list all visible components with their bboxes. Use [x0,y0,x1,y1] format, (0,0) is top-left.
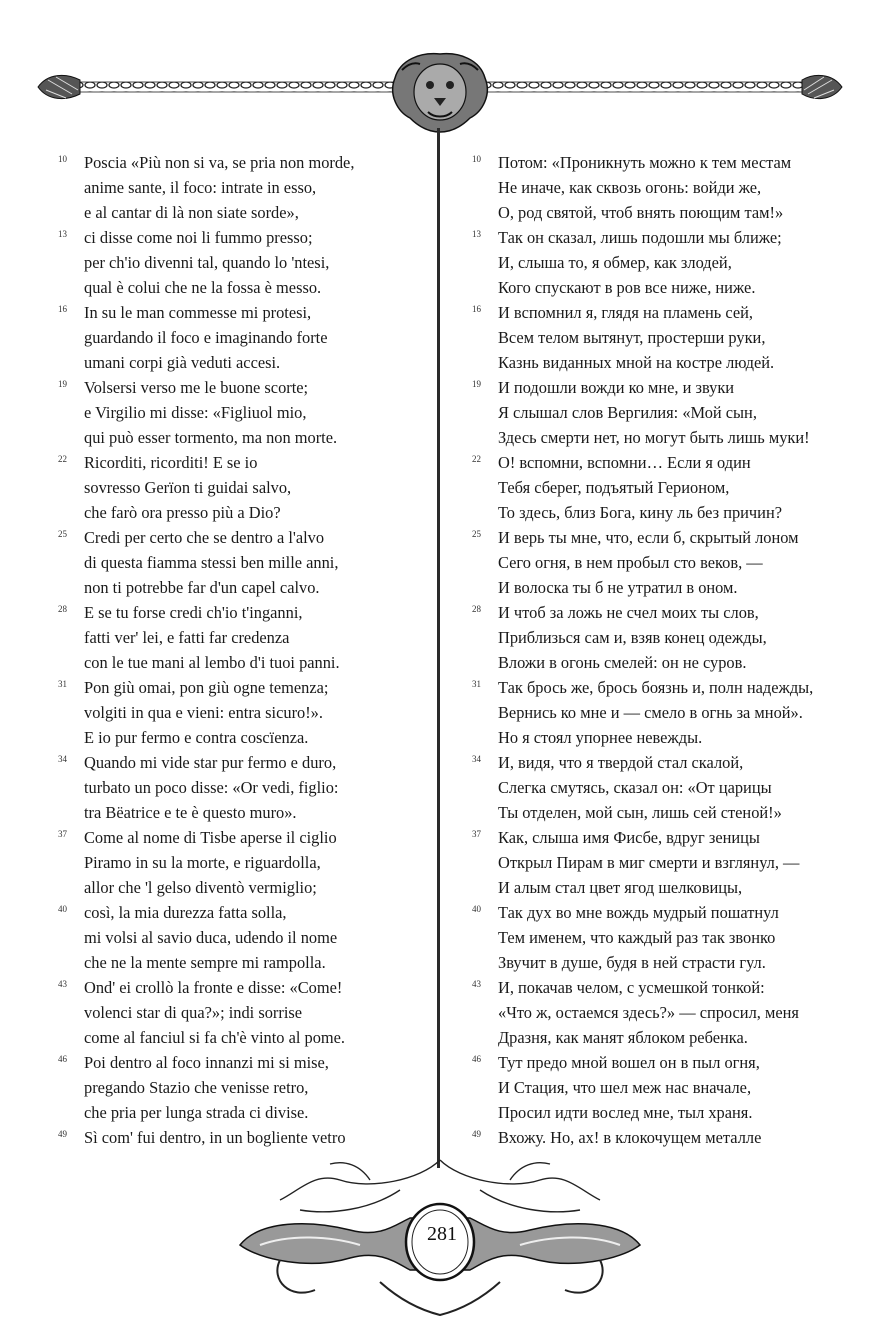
line-number: 46 [472,1054,481,1064]
stanza [58,750,418,825]
verse-line: Слегка смутясь, сказал он: «От царицы [498,778,772,797]
verse-line: turbato un poco disse: «Or vedi, figlio: [84,778,339,797]
stanza [58,675,418,750]
verse-line: Открыл Пирам в миг смерти и взглянул, — [498,853,800,872]
line-number: 25 [58,529,67,539]
chain-rod-left [80,82,410,92]
line-number: 10 [472,154,481,164]
verse-line: guardando il foco e imaginando forte [84,328,328,347]
verse-line: Ты отделен, мой сын, лишь сей стеной!» [498,803,782,822]
verse-line: mi volsi al savio duca, udendo il nome [84,928,338,947]
line-number: 28 [472,604,481,614]
verse-line: Poi dentro al foco innanzi mi si mise, [84,1053,329,1072]
verse-line: Потом: «Проникнуть можно к тем местам [498,153,792,172]
verse-line: О, род святой, чтоб внять поющим там!» [498,203,784,222]
verse-line: Тут предо мной вошел он в пыл огня, [498,1053,760,1072]
verse-line: То здесь, близ Бога, кину ль без причин? [498,503,782,522]
verse-line: Come al nome di Tisbe aperse il ciglio [84,828,337,847]
verse-line: qui può esser tormento, ma non morte. [84,428,338,447]
stanza [58,900,418,975]
stanza [472,375,852,450]
line-number: 31 [472,679,481,689]
header-ornament [0,40,880,140]
verse-line: che pria per lunga strada ci divise. [84,1103,309,1122]
stanza [58,375,418,450]
verse-line: Не иначе, как сквозь огонь: войди же, [498,178,762,197]
line-number: 10 [58,154,67,164]
verse-line: Вложи в огонь смелей: он не суров. [498,653,747,672]
verse-line: Тем именем, что каждый раз так звонко [498,928,776,947]
line-number: 46 [58,1054,67,1064]
verse-line: Pon giù omai, pon giù ogne temenza; [84,678,329,697]
verse-line: И чтоб за ложь не счел моих ты слов, [498,603,759,622]
stanza [472,825,852,900]
column-divider [437,128,440,1168]
verse-line: Вхожу. Но, ах! в клокочущем металле [498,1128,762,1147]
verse-line: sovresso Gerïon ti guidai salvo, [84,478,292,497]
stanza [58,300,418,375]
verse-line: e Virgilio mi disse: «Figliuol mio, [84,403,307,422]
verse-line: Quando mi vide star pur fermo e duro, [84,753,337,772]
line-number: 40 [58,904,67,914]
verse-line: umani corpi già veduti accesi. [84,353,281,372]
verse-line: Volsersi verso me le buone scorte; [84,378,309,397]
verse-line: Так он сказал, лишь подошли мы ближе; [498,228,782,247]
verse-line: qual è colui che ne la fossa è messo. [84,278,322,297]
line-number: 34 [472,754,481,764]
verse-line: Казнь виданных мной на костре людей. [498,353,775,372]
verse-line: pregando Stazio che venisse retro, [84,1078,309,1097]
stanza [58,1050,418,1125]
line-number: 37 [58,829,67,839]
verse-line: Ricorditi, ricorditi! E se io [84,453,258,472]
line-number: 49 [472,1129,481,1139]
line-number: 40 [472,904,481,914]
line-number: 22 [472,454,481,464]
verse-line: allor che 'l gelso diventò vermiglio; [84,878,317,897]
line-number: 49 [58,1129,67,1139]
finial-left-icon [38,75,80,98]
stanza [472,900,852,975]
stanza [58,150,418,225]
verse-line: ci disse come noi li fummo presso; [84,228,313,247]
stanza [472,600,852,675]
verse-line: Просил идти вослед мне, тыл храня. [498,1103,753,1122]
stanza [58,450,418,525]
line-number: 25 [472,529,481,539]
verse-line: И алым стал цвет ягод шелковицы, [498,878,743,897]
verse-line: anime sante, il foco: intrate in esso, [84,178,317,197]
verse-line: così, la mia durezza fatta solla, [84,903,287,922]
stanza [472,1125,852,1150]
verse-line: «Что ж, остаемся здесь?» — спросил, меня [498,1003,799,1022]
stanza [472,675,852,750]
verse-line: Piramo in su la morte, e riguardolla, [84,853,321,872]
stanza [58,600,418,675]
verse-line: О! вспомни, вспомни… Если я один [498,453,751,472]
verse-line: Как, слыша имя Фисбе, вдруг зеницы [498,828,760,847]
verse-line: Но я стоял упорнее невежды. [498,728,703,747]
verse-line: In su le man commesse mi protesi, [84,303,312,322]
verse-line: Вернись ко мне и — смело в огнь за мной». [498,703,803,722]
verse-line: И Стация, что шел меж нас вначале, [498,1078,752,1097]
stanza [58,825,418,900]
verse-line: volgiti in qua e vieni: entra sicuro!». [84,703,323,722]
lion-mask-icon [393,54,488,132]
verse-line: И подошли вожди ко мне, и звуки [498,378,735,397]
verse-line: Приблизься сам и, взяв конец одежды, [498,628,767,647]
verse-line: И, слыша то, я обмер, как злодей, [498,253,732,272]
stanza [472,225,852,300]
stanza [472,750,852,825]
verse-line: E se tu forse credi ch'io t'inganni, [84,603,303,622]
line-number: 13 [472,229,481,239]
verse-line: fatti ver' lei, e fatti far credenza [84,628,290,647]
verse-line: Кого спускают в ров все ниже, ниже. [498,278,756,297]
verse-line: Тебя сберег, подъятый Герионом, [498,478,730,497]
verse-line: Credi per certo che se dentro a l'alvo [84,528,325,547]
line-number: 37 [472,829,481,839]
verse-line: per ch'io divenni tal, quando lo 'ntesi, [84,253,330,272]
verse-line: И волоска ты б не утратил в оном. [498,578,738,597]
verse-line: che farò ora presso più a Dio? [84,503,281,522]
line-number: 19 [472,379,481,389]
verse-line: tra Bëatrice e te è questo muro». [84,803,297,822]
line-number: 16 [58,304,67,314]
stanza [472,1050,852,1125]
verse-line: Здесь смерти нет, но могут быть лишь муки! [498,428,810,447]
verse-line: Сего огня, в нем пробыл сто веков, — [498,553,763,572]
verse-line: E io pur fermo e contra coscïenza. [84,728,309,747]
verse-line: Sì com' fui dentro, in un bogliente vetro [84,1128,346,1147]
verse-line: Ond' ei crollò la fronte e disse: «Come! [84,978,343,997]
line-number: 43 [58,979,67,989]
verse-line: che ne la mente sempre mi rampolla. [84,953,326,972]
verse-line: di questa fiamma stessi ben mille anni, [84,553,339,572]
stanza [472,300,852,375]
verse-line: Так брось же, брось боязнь и, полн надежды, [498,678,814,697]
verse-line: Я слышал слов Вергилия: «Мой сын, [498,403,757,422]
verse-line: e al cantar di là non siate sorde», [84,203,299,222]
stanza [58,975,418,1050]
verse-line: volenci star di qua?»; indi sorrise [84,1003,303,1022]
verse-line: come al fanciul si fa ch'è vinto al pome. [84,1028,346,1047]
line-number: 28 [58,604,67,614]
line-number: 19 [58,379,67,389]
verse-line: non ti potrebbe far d'un capel calvo. [84,578,320,597]
verse-line: Всем телом вытянут, простерши руки, [498,328,766,347]
verse-line: Дразня, как манят яблоком ребенка. [498,1028,748,1047]
stanza [58,1125,418,1150]
line-number: 13 [58,229,67,239]
verse-line: И вспомнил я, глядя на пламень сей, [498,303,753,322]
stanza [472,450,852,525]
line-number: 16 [472,304,481,314]
chain-rod-right [472,82,802,92]
scroll-cartouche-icon [240,1204,640,1315]
line-number: 34 [58,754,67,764]
verse-line: Звучит в душе, будя в ней страсти гул. [498,953,766,972]
stanza [472,150,852,225]
italian-column [58,150,418,1150]
verse-line: И, видя, что я твердой стал скалой, [498,753,744,772]
stanza [472,525,852,600]
page-number: 281 [427,1223,457,1245]
line-number: 31 [58,679,67,689]
verse-line: И верь ты мне, что, если б, скрытый лоном [498,528,799,547]
stanza [472,975,852,1050]
russian-column [472,150,852,1150]
verse-line: Так дух во мне вождь мудрый пошатнул [498,903,779,922]
line-number: 22 [58,454,67,464]
line-number: 43 [472,979,481,989]
stanza [58,225,418,300]
verse-line: con le tue mani al lembo d'i tuoi panni. [84,653,340,672]
stanza [58,525,418,600]
verse-line: Poscia «Più non si va, se pria non morde, [84,153,355,172]
verse-line: И, покачав челом, с усмешкой тонкой: [498,978,765,997]
finial-right-icon [802,75,842,98]
